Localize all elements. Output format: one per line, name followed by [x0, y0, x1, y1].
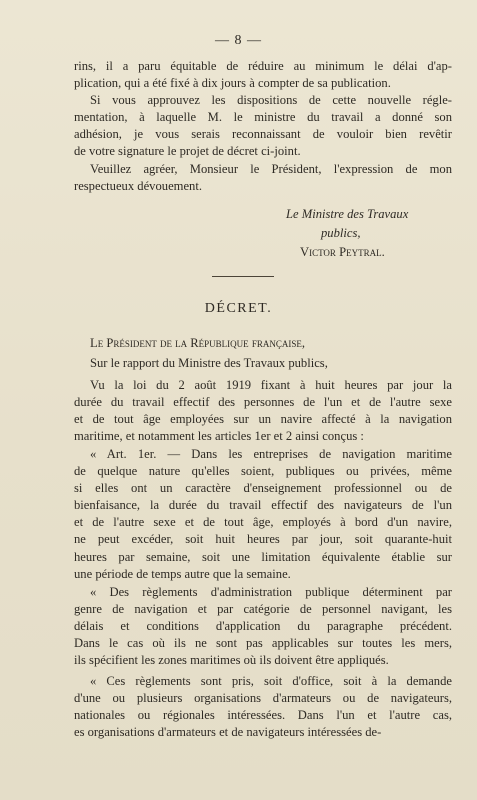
text-line: de votre signature le projet de décret ci-joint. — [74, 144, 301, 159]
text-line: nationales ou régionales intéressées. Dans l'un et l'autre cas, — [74, 708, 452, 723]
decree-preamble — [74, 333, 452, 373]
text-line: rins, il a paru équitable de réduire au minimum le délai d'ap- — [74, 59, 452, 73]
signature-title-cont: publics, — [321, 226, 361, 240]
page-number: — 8 — — [215, 33, 262, 48]
text-line: genre de navigation et par catégorie de personnel navigant, les — [74, 602, 452, 617]
text-line: et de tout âge employées sur un navire affecté à la navigation — [74, 412, 452, 427]
text-line: « Art. 1er. — Dans les entreprises de navigation maritime — [90, 447, 452, 461]
text-line: Veuillez agréer, Monsieur le Président, l'expression de mon — [90, 161, 452, 176]
text-line: et de l'autre sexe et de tout âge, employés à bord d'un navire, — [74, 515, 452, 530]
text-line: mentation, à laquelle M. le ministre du travail a donné son — [74, 110, 452, 125]
signature-block — [74, 205, 452, 262]
text-line: une période de temps autre que la semaine. — [74, 566, 291, 581]
decree-article-1 — [74, 446, 452, 583]
text-line: si elles ont un caractère d'enseignement professionnel ou de — [74, 481, 452, 496]
text-line: ne peut excéder, soit huit heures par jour, soit quarante-huit — [74, 532, 452, 547]
letter-body — [74, 58, 452, 195]
text-line: ils spécifient les zones maritimes où ils doivent être appliqués. — [74, 653, 389, 668]
decree-paragraph-3 — [74, 673, 452, 741]
text-line: « Des règlements d'administration publique déterminent par — [90, 585, 452, 599]
decree-paragraph-2 — [74, 584, 452, 669]
text-line: d'une ou plusieurs organisations d'armateurs ou de navigateurs, — [74, 691, 452, 706]
text-line: es organisations d'armateurs et de navigateurs intéressées de- — [74, 725, 382, 740]
separator-rule — [212, 276, 274, 277]
preamble-line: Sur le rapport du Ministre des Travaux publics, — [90, 356, 328, 370]
text-line: heures par semaine, soit une limitation équivalente établie sur — [74, 549, 452, 564]
text-line: Vu la loi du 2 août 1919 fixant à huit heures par jour la — [90, 378, 452, 392]
preamble-line: Le Président de la République française, — [90, 336, 305, 350]
text-line: Si vous approuvez les dispositions de cette nouvelle régle- — [90, 93, 452, 108]
text-line: délais et conditions d'application du paragraphe précédent. — [74, 619, 452, 634]
decree-title: DÉCRET. — [204, 301, 273, 316]
text-line: de quelque nature qu'elles soient, publiques ou privées, même — [74, 464, 452, 479]
text-line: Dans le cas où ils ne sont pas applicables sur toutes les mers, — [74, 636, 452, 651]
text-line: durée du travail effectif des personnes de l'un et de l'autre sexe — [74, 395, 452, 410]
text-line: maritime, et notamment les articles 1er et 2 ainsi conçus : — [74, 429, 364, 444]
text-line: respectueux dévouement. — [74, 178, 202, 193]
text-line: adhésion, je vous serais reconnaissant de vouloir bien revêtir — [74, 127, 452, 142]
signature-title: Le Ministre des Travaux — [286, 207, 409, 221]
signature-name: Victor Peytral. — [300, 245, 385, 259]
text-line: plication, qui a été fixé à dix jours à compter de sa publication. — [74, 76, 391, 91]
decree-vu — [74, 377, 452, 445]
text-line: « Ces règlements sont pris, soit d'office, soit à la demande — [90, 674, 452, 688]
text-line: bienfaisance, la durée du travail effectif des navigateurs de l'un — [74, 498, 452, 513]
